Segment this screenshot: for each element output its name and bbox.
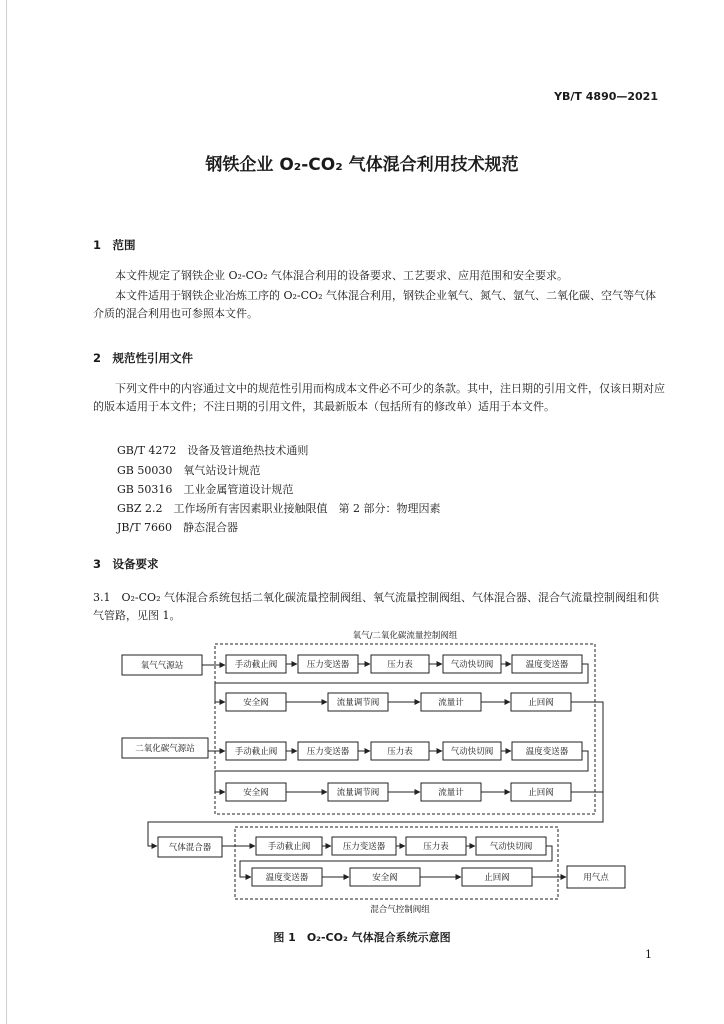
consumer-label: 用气点 — [583, 873, 609, 883]
node-label: 流量调节阀 — [336, 788, 380, 798]
node-label: 压力表 — [423, 842, 449, 852]
node-label: 手动截止阀 — [234, 747, 278, 757]
node-label: 温度变送器 — [525, 660, 569, 670]
reference-item: GBZ 2.2 工作场所有害因素职业接触限值 第 2 部分：物理因素 — [117, 502, 441, 515]
node-label: 流量调节阀 — [336, 698, 380, 708]
node-label: 止回阀 — [528, 788, 554, 798]
node-label: 压力变送器 — [306, 660, 350, 670]
section-1-para-2: 本文件适用于钢铁企业冶炼工序的 O₂-CO₂ 气体混合利用，钢铁企业氧气、氮气、氩气、二氧化碳、空气等气体介质的混合利用也可参照本文件。 — [93, 289, 656, 320]
node-label: 流量计 — [438, 698, 464, 708]
section-2-heading: 2 规范性引用文件 — [93, 351, 194, 365]
section-2-para-1: 下列文件中的内容通过文中的规范性引用而构成本文件必不可少的条款。其中，注日期的引用文件，仅该日期对应的版本适用于本文件；不注日期的引用文件，其最新版本（包括所有的修改单）适用于本文件。 — [93, 382, 665, 413]
node-label: 止回阀 — [484, 873, 510, 883]
document-title: 钢铁企业 O₂-CO₂ 气体混合利用技术规范 — [205, 155, 519, 175]
standard-number: YB/T 4890—2021 — [554, 90, 658, 103]
node-label: 气动快切阀 — [450, 660, 494, 670]
mix-group-label: 混合气控制阀组 — [370, 905, 430, 915]
co2-source-label: 二氧化碳气源站 — [135, 744, 195, 754]
reference-item: GB 50316 工业金属管道设计规范 — [117, 483, 294, 496]
node-label: 安全阀 — [243, 698, 269, 708]
section-1-para-1: 本文件规定了钢铁企业 O₂-CO₂ 气体混合利用的设备要求、工艺要求、应用范围和安全要求。 — [93, 269, 568, 282]
node-label: 压力表 — [387, 747, 413, 757]
node-label: 手动截止阀 — [234, 660, 278, 670]
section-1-heading: 1 范围 — [93, 238, 136, 252]
reference-item: JB/T 7660 静态混合器 — [117, 521, 239, 534]
o2-source-label: 氧气气源站 — [140, 661, 184, 671]
node-label: 压力变送器 — [342, 842, 386, 852]
node-label: 温度变送器 — [265, 873, 309, 883]
node-label: 压力表 — [387, 660, 413, 670]
figure-caption: 图 1 O₂-CO₂ 气体混合系统示意图 — [273, 931, 451, 944]
page-number: 1 — [645, 948, 652, 961]
section-3-heading: 3 设备要求 — [93, 557, 159, 571]
node-label: 压力变送器 — [306, 747, 350, 757]
node-label: 温度变送器 — [525, 747, 569, 757]
node-label: 止回阀 — [528, 698, 554, 708]
reference-item: GB/T 4272 设备及管道绝热技术通则 — [117, 444, 309, 457]
section-3-para-1: 3.1 O₂-CO₂ 气体混合系统包括二氧化碳流量控制阀组、氧气流量控制阀组、气体混合器、混合气流量控制阀组和供气管路，见图 1。 — [93, 591, 659, 622]
mixer-label: 气体混合器 — [168, 843, 212, 853]
node-label: 气动快切阀 — [450, 747, 494, 757]
node-label: 流量计 — [438, 788, 464, 798]
node-label: 安全阀 — [372, 873, 398, 883]
reference-item: GB 50030 氧气站设计规范 — [117, 464, 261, 477]
node-label: 气动快切阀 — [489, 842, 533, 852]
control-group-label: 氧气/二氧化碳流量控制阀组 — [352, 631, 458, 641]
node-label: 安全阀 — [243, 788, 269, 798]
node-label: 手动截止阀 — [267, 842, 311, 852]
